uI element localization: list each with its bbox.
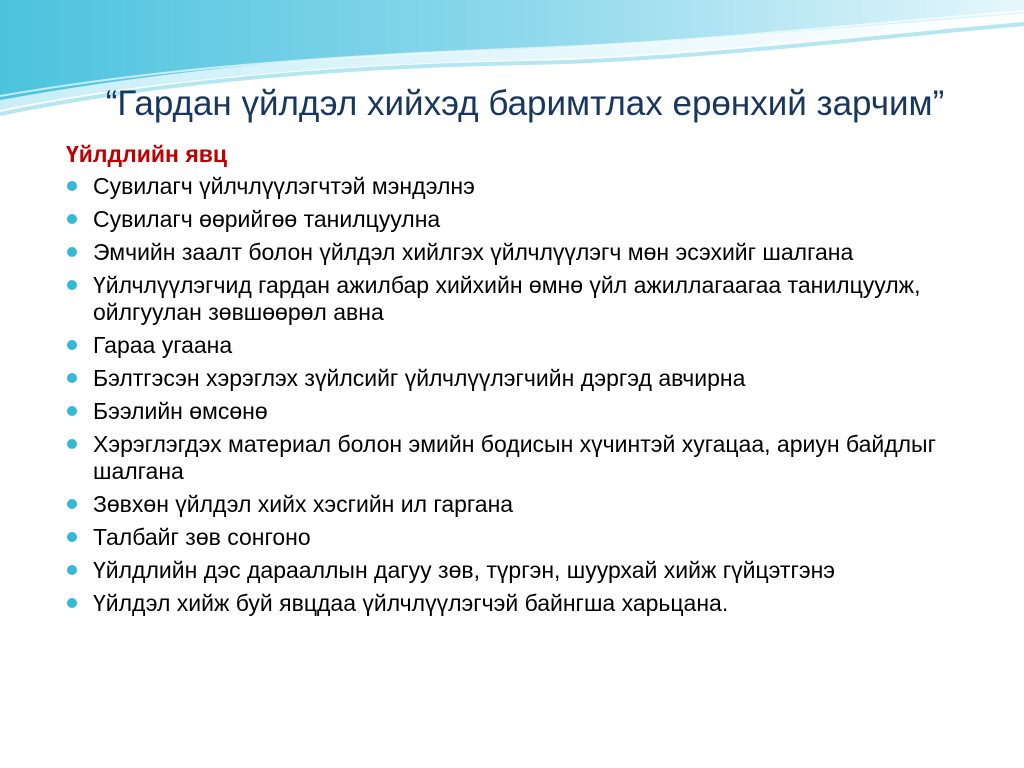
list-item-text: Зөвхөн үйлдэл хийх хэсгийн ил гаргана	[93, 491, 514, 517]
bullet-dot-icon	[67, 247, 77, 257]
section-subtitle: Үйлдлийн явц	[66, 141, 228, 167]
bullet-dot-icon	[67, 598, 77, 608]
bullet-dot-icon	[67, 340, 77, 350]
list-item	[66, 173, 986, 200]
slide-title: “Гардан үйлдэл хийхэд баримтлах ерөнхий зарчим”	[105, 84, 945, 123]
list-item-text: Бээлийн өмсөнө	[93, 398, 268, 424]
bullet-dot-icon	[67, 406, 77, 416]
bullet-dot-icon	[67, 181, 77, 191]
list-item-text: Эмчийн заалт болон үйлдэл хийлгэх үйлчлүүлэгч мөн эсэхийг шалгана	[93, 239, 854, 265]
list-item	[66, 590, 986, 617]
list-item	[66, 398, 986, 425]
list-item-text: Хэрэглэгдэх материал болон эмийн бодисын хүчинтэй хугацаа, ариун байдлыг шалгана	[93, 431, 936, 484]
bullet-dot-icon	[67, 373, 77, 383]
list-item	[66, 206, 986, 233]
bullet-dot-icon	[67, 499, 77, 509]
list-item	[66, 431, 986, 485]
list-item	[66, 239, 986, 266]
list-item-text: Бэлтгэсэн хэрэглэх зүйлсийг үйлчлүүлэгчийн дэргэд авчирна	[93, 365, 746, 391]
bullet-dot-icon	[67, 280, 77, 290]
list-item-text: Гараа угаана	[93, 332, 233, 358]
list-item-text: Үйлдэл хийж буй явцдаа үйлчлүүлэгчэй байнгша харьцана.	[93, 590, 729, 616]
bullet-dot-icon	[67, 439, 77, 449]
list-item	[66, 557, 986, 584]
list-item	[66, 332, 986, 359]
bullet-dot-icon	[67, 532, 77, 542]
list-item	[66, 365, 986, 392]
bullet-list	[66, 173, 986, 623]
list-item-text: Талбайг зөв сонгоно	[93, 524, 311, 550]
wave-background	[0, 0, 1024, 150]
bullet-dot-icon	[67, 214, 77, 224]
list-item-text: Үйлчлүүлэгчид гардан ажилбар хийхийн өмнө үйл ажиллагаагаа танилцуулж, ойлгуулан зөвшөөрөл авна	[93, 272, 921, 325]
list-item	[66, 272, 986, 326]
list-item-text: Сувилагч үйлчлүүлэгчтэй мэндэлнэ	[93, 173, 475, 199]
bullet-dot-icon	[67, 565, 77, 575]
list-item-text: Үйлдлийн дэс дарааллын дагуу зөв, түргэн, шуурхай хийж гүйцэтгэнэ	[93, 557, 836, 583]
list-item-text: Сувилагч өөрийгөө танилцуулна	[93, 206, 441, 232]
list-item	[66, 491, 986, 518]
list-item	[66, 524, 986, 551]
